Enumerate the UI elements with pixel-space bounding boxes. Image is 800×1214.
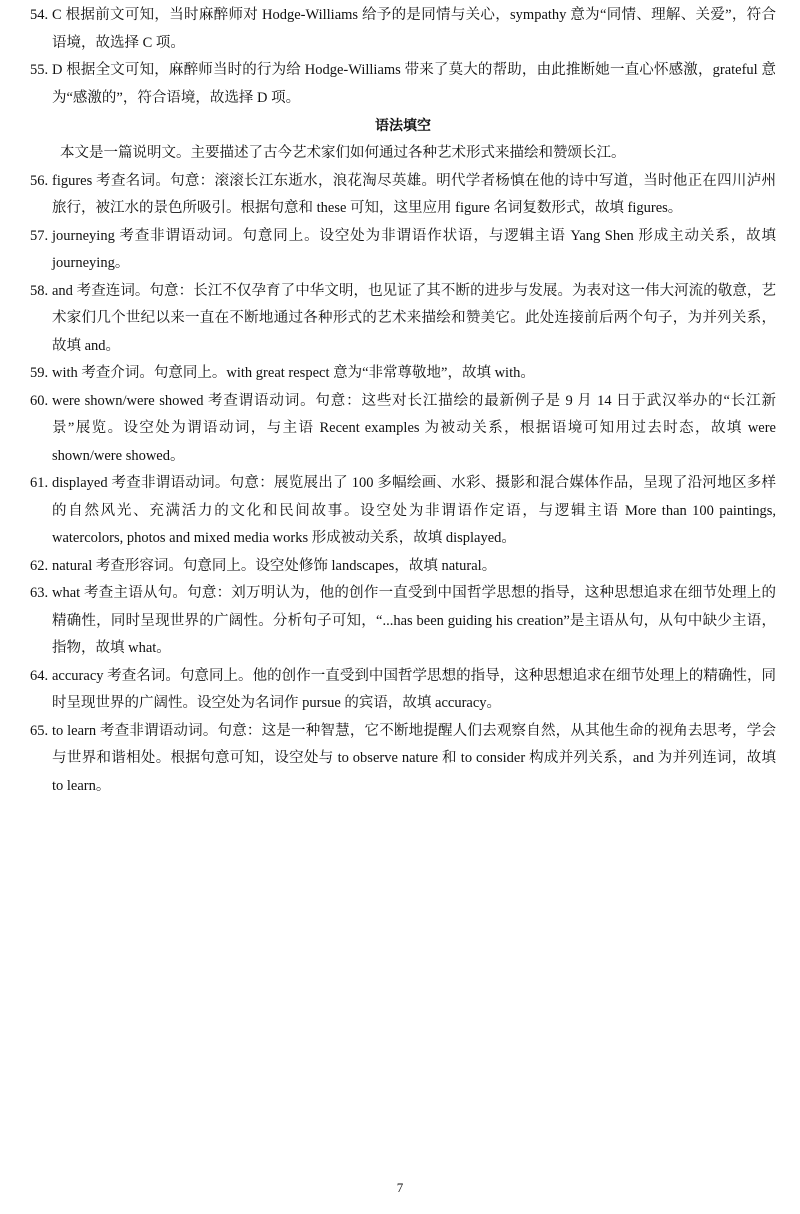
item-number: 62. [30,557,49,574]
item-text: were shown/were showed 考查谓语动词。句意：这些对长江描绘的最新例子是 9 月 14 日于武汉举办的“长江新景”展览。设空处为谓语动词，与主语 Recent examples 为被动关系，根据语境可知用过去时态，故填 were shown/were showed。 [52,392,776,464]
item-text: displayed 考查非谓语动词。句意：展览展出了 100 多幅绘画、水彩、摄影和混合媒体作品，呈现了沿河地区多样的自然风光、充满活力的文化和民间故事。设空处为非谓语作定语，与逻辑主语 More than 100 paintings, watercolors, photos and mixed media works 形成被动关系，故填 displayed。 [52,475,776,546]
item-number: 64. [30,667,49,684]
item-text: what 考查主语从句。句意：刘万明认为，他的创作一直受到中国哲学思想的指导，这种思想追求在细节处理上的精确性，同时呈现世界的广阔性。分析句子可知，“...has been guiding his creation”是主语从句，从句中缺少主语，指物，故填 what。 [52,585,776,656]
answer-item-56 [30,168,776,223]
section-intro: 本文是一篇说明文。主要描述了古今艺术家们如何通过各种艺术形式来描绘和赞颂长江。 [60,145,626,161]
answer-item-57 [30,223,776,278]
item-number: 54. [30,7,49,23]
item-number: 59. [30,365,49,381]
item-text: figures 考查名词。句意：滚滚长江东逝水，浪花淘尽英雄。明代学者杨慎在他的诗中写道，当时他正在四川泸州旅行，被江水的景色所吸引。根据句意和 these 可知，这里应用 figure 名词复数形式，故填 figures。 [52,172,776,216]
item-text: to learn 考查非谓语动词。句意：这是一种智慧，它不断地提醒人们去观察自然，从其他生命的视角去思考，学会与世界和谐相处。根据句意可知，设空处与 to observe nature 和 to consider 构成并列关系，and 为并列连词，故填 to learn。 [52,722,776,794]
answer-item-64 [30,663,776,718]
item-number: 65. [30,722,49,739]
answer-item-59 [30,360,776,388]
answer-item-60 [30,388,776,471]
answer-item-55 [30,57,776,112]
item-text: accuracy 考查名词。句意同上。他的创作一直受到中国哲学思想的指导，这种思想追求在细节处理上的精确性，同时呈现世界的广阔性。设空处为名词作 pursue 的宾语，故填 accuracy。 [52,667,776,711]
item-text: with 考查介词。句意同上。with great respect 意为“非常尊敬地”，故填 with。 [52,365,535,381]
item-number: 57. [30,227,49,244]
item-text: C 根据前文可知，当时麻醉师对 Hodge-Williams 给予的是同情与关心，sympathy 意为“同情、理解、关爱”，符合语境，故选择 C 项。 [52,7,776,51]
item-number: 61. [30,475,49,491]
item-text: natural 考查形容词。句意同上。设空处修饰 landscapes，故填 natural。 [52,557,497,574]
page-number: 7 [396,1180,404,1195]
answer-item-58 [30,278,776,361]
item-number: 63. [30,585,49,601]
answer-item-62 [30,553,776,581]
item-text: journeying 考查非谓语动词。句意同上。设空处为非谓语作状语，与逻辑主语 Yang Shen 形成主动关系，故填 journeying。 [52,227,776,271]
item-text: D 根据全文可知，麻醉师当时的行为给 Hodge-Williams 带来了莫大的帮助，由此推断她一直心怀感激，grateful 意为“感激的”，符合语境，故选择 D 项。 [52,62,776,106]
answer-item-65 [30,718,776,801]
answer-explanations [30,2,776,800]
answer-item-54 [30,2,776,57]
item-number: 60. [30,392,49,409]
item-number: 58. [30,282,49,299]
item-text: and 考查连词。句意：长江不仅孕育了中华文明，也见证了其不断的进步与发展。为表对这一伟大河流的敬意，艺术家们几个世纪以来一直在不断地通过各种形式的艺术来描绘和赞美它。此处连接前后两个句子，为并列关系，故填 and。 [52,282,776,354]
section-title: 语法填空 [375,118,431,134]
item-number: 56. [30,172,49,189]
item-number: 55. [30,62,49,78]
answer-item-63 [30,580,776,663]
answer-item-61 [30,470,776,553]
